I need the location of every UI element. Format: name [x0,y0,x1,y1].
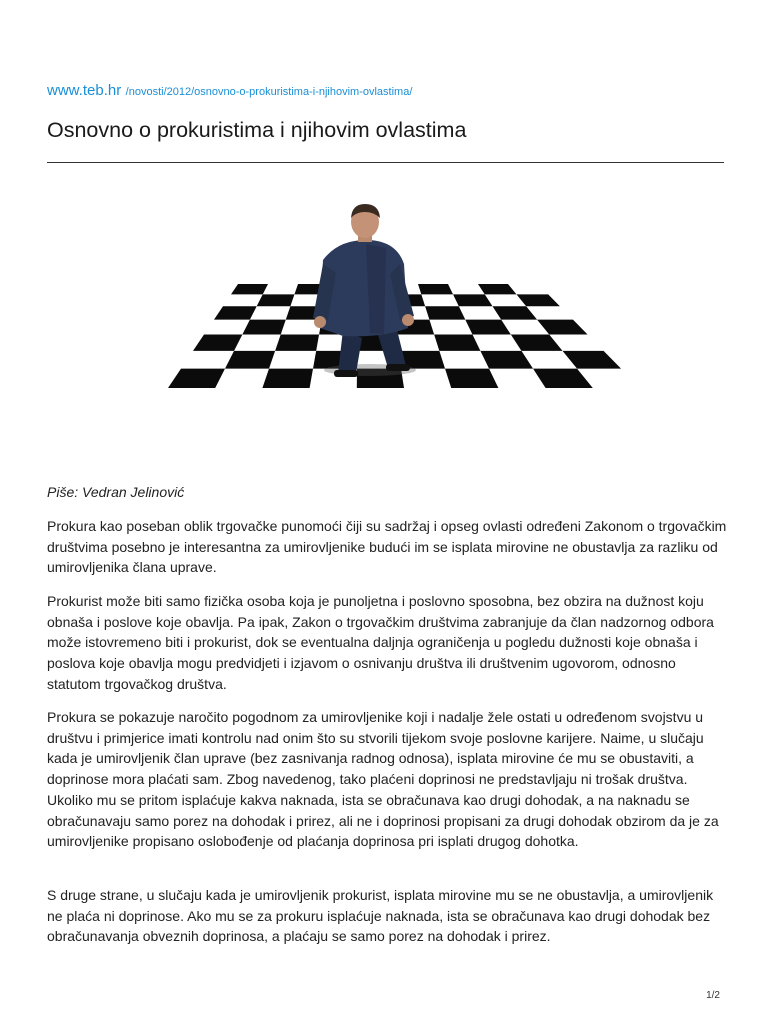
chessboard-square [445,369,498,388]
author-byline: Piše: Vedran Jelinović [47,484,185,500]
chessboard-square [533,369,593,388]
chessboard-square [231,284,268,294]
chessboard-square [193,335,242,351]
chessboard-square [478,284,516,294]
chessboard-man-icon [138,178,650,458]
paragraph-3: Prokura se pokazuje naročito pogodnom za umirovljenike koji i nadalje žele ostati u određenom svojstvu u društvu i primjerice imati kontrolu nad onim što su stvorili tijekom svoje poslovne karijere. Naime, u slučaju kada je umirovljenik član uprave (bez zasnivanja radnog odnosa), isplata mirovine će mu se obustaviti, a doprinose mora plaćati sam. Zbog navedenog, tako plaćeni doprinosi ne predstavljaju ni trošak društva. Ukoliko mu se pritom isplaćuje kakva naknada, ista se obračunava kao drugi dohodak, a na naknadu se obračunavaju samo porez na dohodak i prirez, ali ne i doprinosi propisani za drugi dohodak obzirom da je za umirovljenike propisano oslobođenje od plaćanja doprinosa pri isplati drugog dohotka. [47,709,719,850]
site-link[interactable]: www.teb.hr [47,82,122,99]
paragraph-1: Prokura kao poseban oblik trgovačke punomoći čiji su sadržaj i opseg ovlasti određeni Zakonom o trgovačkim društvima posebno je interesantna za umirovljenike budući im se isplata mirovine ne obustavlja za razliku od umirovljenika člana uprave. [47,518,727,576]
chessboard-square [262,369,313,388]
title-divider [47,162,724,163]
chessboard-square [563,351,622,369]
paragraph-4: S druge strane, u slučaju kada je umirovljenik prokurist, isplata mirovine mu se ne obustavlja, a umirovljenik ne plaća ni doprinose. Ako mu se za prokuru isplaćuje naknada, ista se obračunava kao drugi dohodak bez obračunavanja obveznih doprinosa, a plaćaju se samo porez na dohodak i prirez. [47,887,714,945]
chessboard-square [242,320,285,335]
paragraph-2: Prokurist može biti samo fizička osoba koja je punoljetna i poslovno sposobna, bez obzira na dužnost koju obnaša i poslove koje obavlja. Pa ipak, Zakon o trgovačkim društvima zabranjuje da član nadzornog odbora može istovremeno biti i prokurist, dok se eventualna daljnja ograničenja u pogledu dužnosti koje obnaša i poslova koje obavlja mogu predvidjeti i izjavom o osnivanju društva ili društvenim ugovorom, odnosno statutom trgovačkog društva. [47,593,714,692]
chessboard-square [168,369,225,388]
article-illustration [138,178,650,458]
chessboard-square [418,284,453,294]
chessboard-square [492,306,537,319]
chessboard-square [434,335,480,351]
article-path-link[interactable]: /novosti/2012/osnovno-o-prokuristima-i-njihovim-ovlastima/ [125,86,413,98]
chessboard-square [425,306,465,319]
chessboard-square [516,294,559,306]
chessboard-square [480,351,533,369]
chessboard-square [537,320,587,335]
chessboard-square [465,320,511,335]
chessboard-square [453,294,492,306]
source-url [47,82,412,100]
page-number: 1/2 [706,990,720,1001]
article-title: Osnovno o prokuristima i njihovim ovlastima [47,118,467,142]
chessboard-square [275,335,319,351]
chessboard-square [214,306,257,319]
chessboard-square [257,294,295,306]
chessboard-square [511,335,563,351]
chessboard-square [225,351,275,369]
